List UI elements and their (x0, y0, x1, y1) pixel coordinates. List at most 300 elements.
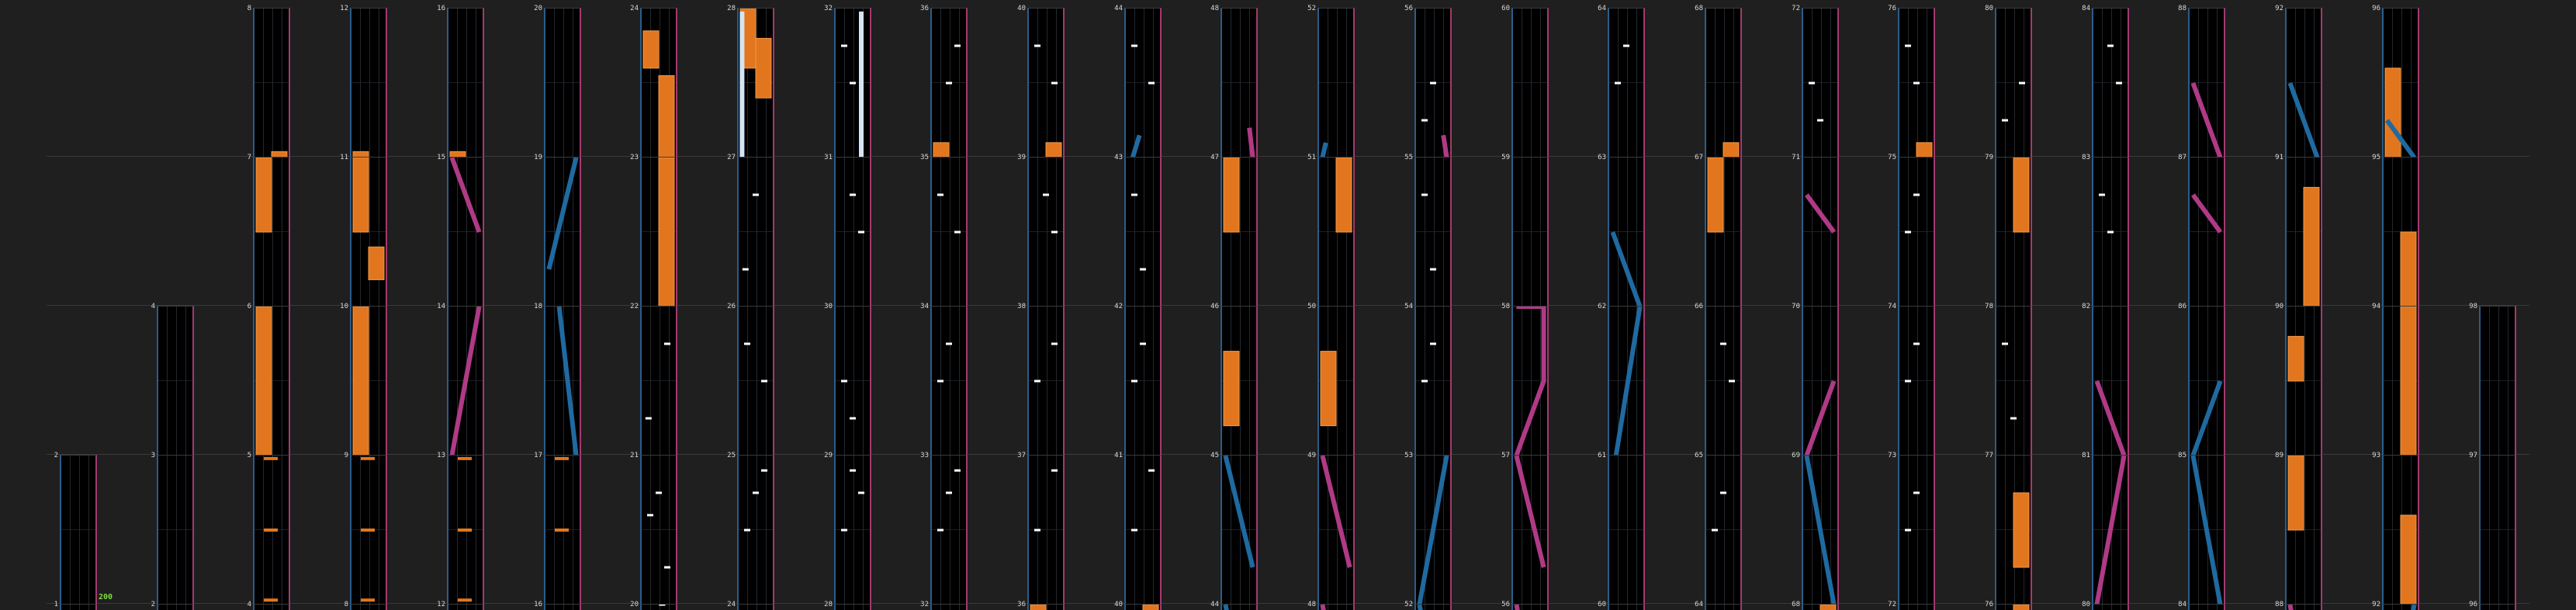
measure-number: 6 (247, 303, 251, 310)
measure-notes (1222, 9, 1256, 157)
measure-1[interactable] (60, 604, 97, 610)
measure-notes (1513, 158, 1547, 306)
measure-notes (1513, 307, 1547, 455)
measure-2[interactable] (157, 604, 194, 610)
measure-43[interactable] (1124, 157, 1162, 306)
chip-note (555, 529, 569, 532)
tap-note (954, 470, 961, 472)
measure-number: 76 (1985, 601, 1993, 608)
measure-number: 5 (247, 452, 251, 459)
measure-notes (158, 307, 192, 455)
measure-39[interactable] (1027, 157, 1065, 306)
measure-2[interactable] (60, 455, 97, 604)
measure-notes (739, 9, 773, 157)
measure-3[interactable] (157, 455, 194, 604)
measure-number: 77 (1985, 452, 1993, 459)
measure-number: 84 (2082, 5, 2090, 12)
measure-52[interactable] (1317, 8, 1355, 157)
measure-number: 8 (344, 601, 348, 608)
measure-45[interactable] (1220, 455, 1258, 604)
measure-19[interactable] (544, 157, 581, 306)
measure-48[interactable] (1317, 604, 1355, 610)
measure-notes (1996, 456, 2031, 604)
measure-80[interactable] (1995, 8, 2032, 157)
tap-note (1131, 529, 1137, 532)
tap-note (841, 45, 847, 47)
measure-93[interactable] (2382, 455, 2419, 604)
measure-number: 56 (1501, 601, 1510, 608)
slide-note (452, 158, 479, 232)
measure-number: 87 (2178, 154, 2186, 161)
measure-number: 33 (920, 452, 929, 459)
measure-notes (642, 9, 676, 157)
measure-notes (254, 456, 289, 604)
measure-52[interactable] (1414, 604, 1452, 610)
hold-note (1708, 158, 1723, 232)
measure-notes (2384, 158, 2418, 306)
measure-11[interactable] (350, 157, 387, 306)
measure-notes (1319, 9, 1353, 157)
measure-95[interactable] (2382, 157, 2419, 306)
measure-notes (254, 9, 289, 157)
tap-note (2107, 231, 2114, 234)
measure-notes (1029, 158, 1063, 306)
measure-notes (1222, 605, 1256, 610)
measure-notes (2287, 9, 2321, 157)
measure-16[interactable] (447, 8, 484, 157)
measure-61[interactable] (1608, 455, 1645, 604)
tap-note (1905, 529, 1911, 532)
tap-note (1043, 194, 1049, 196)
measure-notes (1319, 605, 1353, 610)
measure-number: 32 (824, 5, 833, 12)
measure-20[interactable] (544, 8, 581, 157)
measure-number: 7 (247, 154, 251, 161)
measure-37[interactable] (1027, 455, 1065, 604)
measure-number: 24 (630, 5, 639, 12)
measure-40[interactable] (1027, 8, 1065, 157)
chip-note (555, 457, 569, 460)
measure-34[interactable] (930, 306, 968, 455)
tap-note (850, 194, 856, 196)
measure-number: 4 (151, 303, 155, 310)
measure-number: 69 (1792, 452, 1800, 459)
measure-number: 88 (2178, 5, 2186, 12)
measure-notes (1803, 9, 1837, 157)
measure-notes (932, 456, 966, 604)
measure-88[interactable] (2188, 8, 2225, 157)
measure-number: 22 (630, 303, 639, 310)
slide-note (1612, 232, 1639, 306)
measure-85[interactable] (2188, 455, 2225, 604)
measure-number: 46 (1210, 303, 1219, 310)
tap-note (937, 529, 943, 532)
chip-note (458, 529, 472, 532)
measure-5[interactable] (253, 455, 290, 604)
measure-96[interactable] (2479, 604, 2516, 610)
measure-notes (2093, 605, 2128, 610)
slide-note (549, 158, 576, 269)
measure-number: 86 (2178, 303, 2186, 310)
measure-notes (1803, 605, 1837, 610)
measure-12[interactable] (447, 604, 484, 610)
measure-notes (1706, 158, 1740, 306)
measure-13[interactable] (447, 455, 484, 604)
measure-69[interactable] (1802, 455, 1839, 604)
measure-number: 78 (1985, 303, 1993, 310)
measure-40[interactable] (1124, 604, 1162, 610)
hold-note (256, 307, 272, 455)
measure-number: 68 (1792, 601, 1800, 608)
measure-47[interactable] (1220, 157, 1258, 306)
measure-41[interactable] (1124, 455, 1162, 604)
measure-notes (545, 307, 580, 455)
measure-70[interactable] (1802, 306, 1839, 455)
measure-notes (739, 605, 773, 610)
measure-notes (2384, 307, 2418, 455)
measure-16[interactable] (544, 604, 581, 610)
measure-4[interactable] (157, 306, 194, 455)
measure-22[interactable] (640, 306, 677, 455)
measure-notes (448, 456, 483, 604)
measure-number: 52 (1307, 5, 1316, 12)
hold-note (256, 158, 272, 232)
measure-8[interactable] (253, 8, 290, 157)
measure-36[interactable] (930, 8, 968, 157)
measure-number: 66 (1695, 303, 1703, 310)
tap-note (656, 492, 662, 494)
slide-note (1616, 307, 1640, 455)
measure-notes (1126, 9, 1160, 157)
slide-note (1322, 143, 1325, 157)
tap-note (1615, 82, 1621, 85)
measure-notes (1029, 456, 1063, 604)
measure-notes (351, 605, 386, 610)
hold-note (1321, 352, 1336, 426)
measure-30[interactable] (834, 306, 871, 455)
hold-note (1916, 143, 1932, 157)
tap-note (841, 529, 847, 532)
measure-21[interactable] (640, 455, 677, 604)
measure-54[interactable] (1414, 306, 1452, 455)
measure-28[interactable] (737, 8, 774, 157)
measure-number: 48 (1307, 601, 1316, 608)
measure-15[interactable] (447, 157, 484, 306)
measure-76[interactable] (1995, 604, 2032, 610)
measure-notes (1416, 605, 1450, 610)
measure-notes (545, 158, 580, 306)
measure-17[interactable] (544, 455, 581, 604)
measure-68[interactable] (1802, 604, 1839, 610)
measure-10[interactable] (350, 306, 387, 455)
tap-note (1913, 343, 1920, 345)
measure-78[interactable] (1995, 306, 2032, 455)
hold-note (2401, 307, 2416, 455)
measure-number: 60 (1501, 5, 1510, 12)
measure-50[interactable] (1317, 306, 1355, 455)
row-separator (47, 603, 2529, 604)
measure-notes (448, 158, 483, 306)
measure-notes (739, 307, 773, 455)
hold-note (450, 151, 466, 157)
measure-number: 35 (920, 154, 929, 161)
measure-48[interactable] (1220, 8, 1258, 157)
measure-notes (836, 9, 870, 157)
measure-80[interactable] (2092, 604, 2129, 610)
measure-58[interactable] (1511, 306, 1549, 455)
measure-notes (1029, 605, 1063, 610)
measure-notes (836, 307, 870, 455)
measure-number: 82 (2082, 303, 2090, 310)
measure-31[interactable] (834, 157, 871, 306)
tap-note (1131, 380, 1137, 383)
tap-note (1140, 269, 1146, 271)
measure-14[interactable] (447, 306, 484, 455)
measure-79[interactable] (1995, 157, 2032, 306)
measure-number: 36 (1017, 601, 1026, 608)
slide-note (2096, 381, 2124, 455)
tap-note (1913, 492, 1920, 494)
measure-23[interactable] (640, 157, 677, 306)
measure-46[interactable] (1220, 306, 1258, 455)
measure-notes (1029, 9, 1063, 157)
measure-4[interactable] (253, 604, 290, 610)
slide-note (1516, 605, 1543, 610)
measure-notes (932, 605, 966, 610)
measure-25[interactable] (737, 455, 774, 604)
tap-note (850, 418, 856, 420)
measure-notes (1319, 158, 1353, 306)
tap-note (1913, 194, 1920, 196)
measure-notes (1609, 456, 1643, 604)
measure-number: 16 (437, 5, 445, 12)
tap-note (2116, 82, 2122, 85)
measure-36[interactable] (1027, 604, 1065, 610)
measure-62[interactable] (1608, 306, 1645, 455)
measure-number: 9 (344, 452, 348, 459)
measure-57[interactable] (1511, 455, 1549, 604)
measure-notes (2481, 307, 2515, 455)
measure-number: 89 (2275, 452, 2283, 459)
measure-notes (351, 9, 386, 157)
measure-77[interactable] (1995, 455, 2032, 604)
measure-56[interactable] (1414, 8, 1452, 157)
measure-number: 12 (437, 601, 445, 608)
measure-44[interactable] (1124, 8, 1162, 157)
measure-number: 40 (1114, 601, 1123, 608)
measure-89[interactable] (2285, 455, 2322, 604)
measure-notes (351, 307, 386, 455)
measure-number: 18 (534, 303, 542, 310)
measure-24[interactable] (640, 8, 677, 157)
tap-note (1430, 269, 1436, 271)
tap-note (1034, 380, 1040, 383)
measure-number: 48 (1210, 5, 1219, 12)
measure-74[interactable] (1898, 306, 1935, 455)
hold-note (659, 158, 674, 306)
slide-note (559, 307, 576, 455)
measure-number: 94 (2372, 303, 2380, 310)
measure-notes (158, 456, 192, 604)
measure-notes (1513, 456, 1547, 604)
tap-note (858, 231, 864, 234)
tap-note (954, 45, 961, 47)
measure-notes (1706, 605, 1740, 610)
measure-75[interactable] (1898, 157, 1935, 306)
measure-notes (545, 456, 580, 604)
slide-note (1516, 307, 1543, 455)
measure-number: 54 (1404, 303, 1413, 310)
measure-7[interactable] (253, 157, 290, 306)
measure-6[interactable] (253, 306, 290, 455)
measure-notes (1609, 605, 1643, 610)
tap-note (1034, 529, 1040, 532)
measure-64[interactable] (1705, 604, 1742, 610)
measure-notes (1803, 307, 1837, 455)
measure-18[interactable] (544, 306, 581, 455)
measure-72[interactable] (1802, 8, 1839, 157)
measure-88[interactable] (2285, 604, 2322, 610)
slide-note (2193, 195, 2220, 232)
measure-notes (1416, 9, 1450, 157)
tap-note (1051, 231, 1058, 234)
measure-notes (545, 605, 580, 610)
measure-32[interactable] (834, 8, 871, 157)
measure-number: 27 (727, 154, 736, 161)
measure-81[interactable] (2092, 455, 2129, 604)
measure-38[interactable] (1027, 306, 1065, 455)
measure-92[interactable] (2285, 8, 2322, 157)
measure-97[interactable] (2479, 455, 2516, 604)
hold-note (2401, 232, 2416, 306)
measure-65[interactable] (1705, 455, 1742, 604)
measure-55[interactable] (1414, 157, 1452, 306)
hold-note (756, 38, 771, 98)
tap-note (1720, 343, 1726, 345)
measure-60[interactable] (1608, 604, 1645, 610)
tap-note (1905, 45, 1911, 47)
measure-notes (1996, 9, 2031, 157)
measure-notes (1803, 456, 1837, 604)
hold-note (1336, 158, 1352, 232)
measure-number: 81 (2082, 452, 2090, 459)
measure-68[interactable] (1705, 8, 1742, 157)
measure-32[interactable] (930, 604, 968, 610)
measure-49[interactable] (1317, 455, 1355, 604)
measure-8[interactable] (350, 604, 387, 610)
measure-number: 10 (340, 303, 348, 310)
measure-72[interactable] (1898, 604, 1935, 610)
slide-note (1806, 456, 1833, 604)
measure-63[interactable] (1608, 157, 1645, 306)
measure-number: 95 (2372, 154, 2380, 161)
hold-note (933, 143, 949, 157)
measure-notes (1706, 456, 1740, 604)
measure-44[interactable] (1220, 604, 1258, 610)
measure-53[interactable] (1414, 455, 1452, 604)
measure-42[interactable] (1124, 306, 1162, 455)
measure-86[interactable] (2188, 306, 2225, 455)
measure-84[interactable] (2092, 8, 2129, 157)
chip-note (458, 598, 472, 601)
hold-note (272, 151, 287, 157)
measure-76[interactable] (1898, 8, 1935, 157)
measure-number: 83 (2082, 154, 2090, 161)
measure-29[interactable] (834, 455, 871, 604)
measure-20[interactable] (640, 604, 677, 610)
measure-notes (254, 158, 289, 306)
measure-35[interactable] (930, 157, 968, 306)
tap-note (1051, 343, 1058, 345)
measure-notes (1996, 307, 2031, 455)
measure-90[interactable] (2285, 306, 2322, 455)
measure-12[interactable] (350, 8, 387, 157)
measure-number: 42 (1114, 303, 1123, 310)
row-separator (47, 305, 2529, 306)
tap-note (1148, 470, 1155, 472)
measure-84[interactable] (2188, 604, 2225, 610)
measure-24[interactable] (737, 604, 774, 610)
measure-notes (642, 605, 676, 610)
measure-71[interactable] (1802, 157, 1839, 306)
measure-91[interactable] (2285, 157, 2322, 306)
measure-26[interactable] (737, 306, 774, 455)
measure-notes (1416, 158, 1450, 306)
measure-number: 28 (727, 5, 736, 12)
measure-51[interactable] (1317, 157, 1355, 306)
measure-82[interactable] (2092, 306, 2129, 455)
hold-note (1030, 605, 1046, 610)
measure-92[interactable] (2382, 604, 2419, 610)
measure-notes (1609, 158, 1643, 306)
measure-notes (1899, 307, 1934, 455)
measure-number: 64 (1598, 5, 1606, 12)
measure-9[interactable] (350, 455, 387, 604)
hold-note (2288, 456, 2304, 530)
measure-56[interactable] (1511, 604, 1549, 610)
measure-number: 96 (2469, 601, 2477, 608)
measure-number: 57 (1501, 452, 1510, 459)
measure-64[interactable] (1608, 8, 1645, 157)
measure-number: 88 (2275, 601, 2283, 608)
measure-66[interactable] (1705, 306, 1742, 455)
measure-33[interactable] (930, 455, 968, 604)
measure-83[interactable] (2092, 157, 2129, 306)
measure-94[interactable] (2382, 306, 2419, 455)
measure-number: 44 (1210, 601, 1219, 608)
measure-notes (61, 456, 95, 604)
measure-96[interactable] (2382, 8, 2419, 157)
measure-notes (2190, 9, 2224, 157)
hold-note (2385, 68, 2401, 157)
measure-73[interactable] (1898, 455, 1935, 604)
measure-number: 31 (824, 154, 833, 161)
measure-28[interactable] (834, 604, 871, 610)
tap-note (664, 567, 670, 569)
tap-note (1421, 120, 1428, 122)
measure-27[interactable] (737, 157, 774, 306)
measure-59[interactable] (1511, 157, 1549, 306)
measure-60[interactable] (1511, 8, 1549, 157)
measure-67[interactable] (1705, 157, 1742, 306)
measure-notes (351, 456, 386, 604)
measure-number: 47 (1210, 154, 1219, 161)
slide-note (2290, 83, 2317, 157)
hold-note (1046, 143, 1061, 157)
measure-notes (2190, 605, 2224, 610)
measure-87[interactable] (2188, 157, 2225, 306)
measure-98[interactable] (2479, 306, 2516, 455)
